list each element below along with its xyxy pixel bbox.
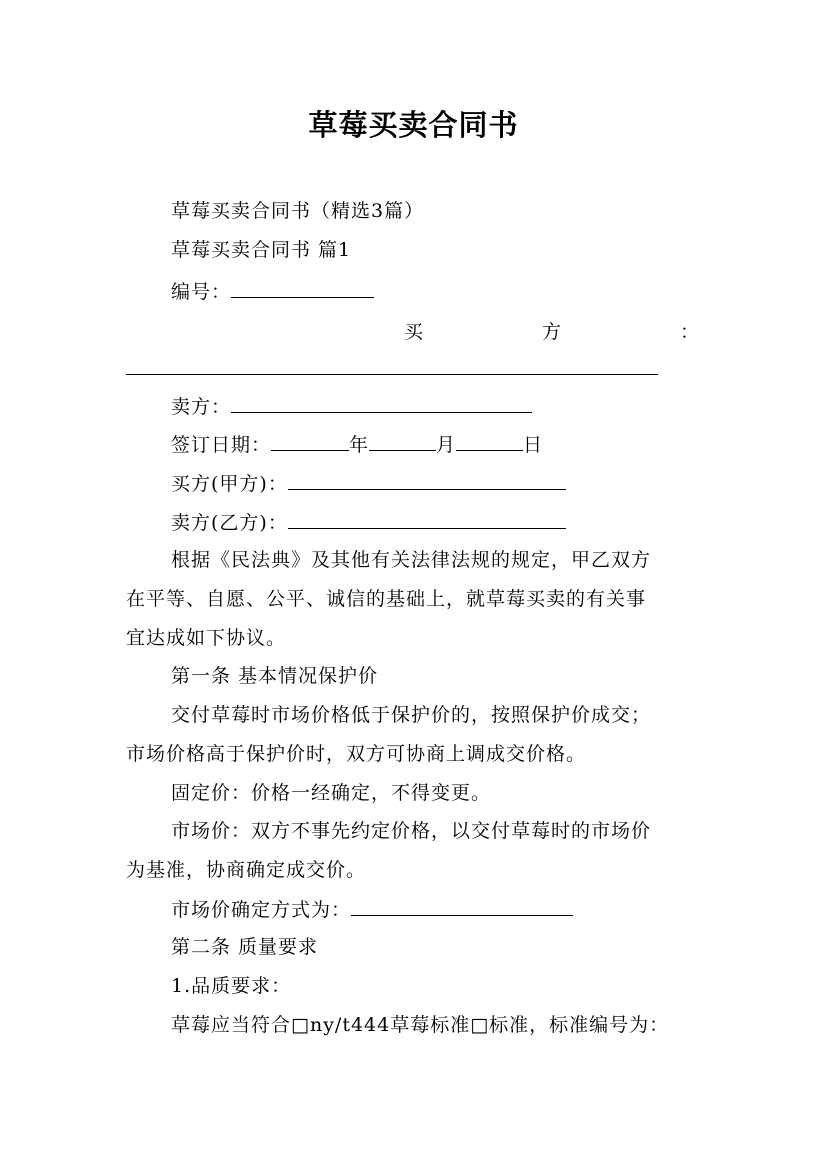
date-label: 签订日期： [171,434,272,456]
party-b-blank [288,510,566,529]
intro-line-2: 在平等、自愿、公平、诚信的基础上，就草莓买卖的有关事 [126,588,647,610]
month-label: 月 [436,434,457,456]
article-2-title: 第二条 质量要求 [171,936,319,958]
day-label: 日 [523,434,544,456]
intro-line-1: 根据《民法典》及其他有关法律法规的规定，甲乙双方 [171,549,652,571]
number-row [171,279,374,304]
buyer-colon: ： [680,321,700,343]
market-price-line-1: 市场价：双方不事先约定价格，以交付草莓时的市场价 [171,820,652,842]
day-blank [456,432,523,451]
party-b-row [171,510,566,535]
document-title: 草莓买卖合同书 [308,108,519,142]
party-b-label: 卖方(乙方)： [171,512,288,534]
buyer-blank [126,374,658,375]
intro-line-3: 宜达成如下协议。 [126,627,287,649]
party-a-blank [288,471,566,490]
year-blank [271,432,349,451]
seller-blank [231,394,532,413]
quality-text: 草莓应当符合□ny/t444草莓标准□标准，标准编号为： [171,1014,670,1036]
article-1-para-line-1: 交付草莓时市场价格低于保护价的，按照保护价成交； [171,704,652,726]
fixed-price-text: 固定价：价格一经确定，不得变更。 [171,782,492,804]
article-1-para-line-2: 市场价格高于保护价时，双方可协商上调成交价格。 [126,743,587,765]
quality-label: 1.品质要求： [171,975,292,997]
seller-row [171,394,532,419]
article-1-title: 第一条 基本情况保护价 [171,665,379,687]
market-method-blank [351,897,573,916]
party-a-label: 买方(甲方)： [171,473,288,495]
seller-label: 卖方： [171,396,232,418]
buyer-char-2: 方 [542,321,562,343]
number-blank [231,279,374,298]
number-label: 编号： [171,281,232,303]
market-method-label: 市场价确定方式为： [171,899,352,921]
party-a-row [171,471,566,496]
buyer-char-1: 买 [404,321,424,343]
month-blank [369,432,436,451]
subtitle: 草莓买卖合同书（精选3篇） [171,200,425,222]
part-heading: 草莓买卖合同书 篇1 [171,239,352,261]
year-label: 年 [349,434,370,456]
date-row [171,432,543,457]
market-price-line-2: 为基准，协商确定成交价。 [126,859,367,881]
market-method-row [171,897,573,922]
